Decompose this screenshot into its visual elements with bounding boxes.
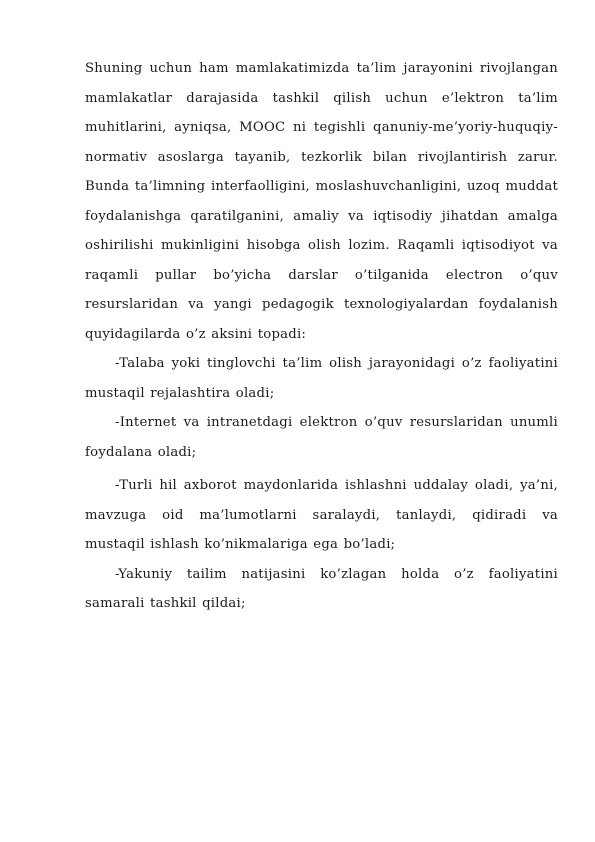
document-page [85,54,558,619]
intro-paragraph: Shuning uchun ham mamlakatimizda ta’lim jarayonini rivojlangan mamlakatlar darajasida tashkil qilish uchun e’lektron ta’lim muhitlarini, ayniqsa, MOOC ni tegishli qanuniy-me’yoriy-huquqiy-normativ asoslarga tayanib, tezkorlik bilan rivojlantirish zarur. Bunda ta’limning interfaolligini, moslashuvchanligini, uzoq muddat foydalanishga qaratilganini, amaliy va iqtisodiy jihatdan amalga oshirilishi mukinligini hisobga olish lozim. Raqamli iqtisodiyot va raqamli pullar bo’yicha darslar o’tilganida electron o’quv resurslaridan va yangi pedagogik texnologiyalardan foydalanish quyidagilarda o’z aksini topadi: [85,61,558,342]
list-item-information-fields: -Turli hil axborot maydonlarida ishlashni uddalay oladi, ya’ni, mavzuga oid ma’lumotlarni saralaydi, tanlaydi, qidiradi va mustaqil ishlash ko’nikmalariga ega bo’ladi; [85,478,558,552]
list-item-final-result: -Yakuniy tailim natijasini ko’zlagan holda o’z faoliyatini samarali tashkil qildai; [85,566,558,611]
list-item-self-planning: -Talaba yoki tinglovchi ta’lim olish jarayonidagi o’z faoliyatini mustaqil rejalashtira oladi; [85,356,558,401]
list-item-electronic-resources: -Internet va intranetdagi elektron o’quv resurslaridan unumli foydalana oladi; [85,415,558,460]
